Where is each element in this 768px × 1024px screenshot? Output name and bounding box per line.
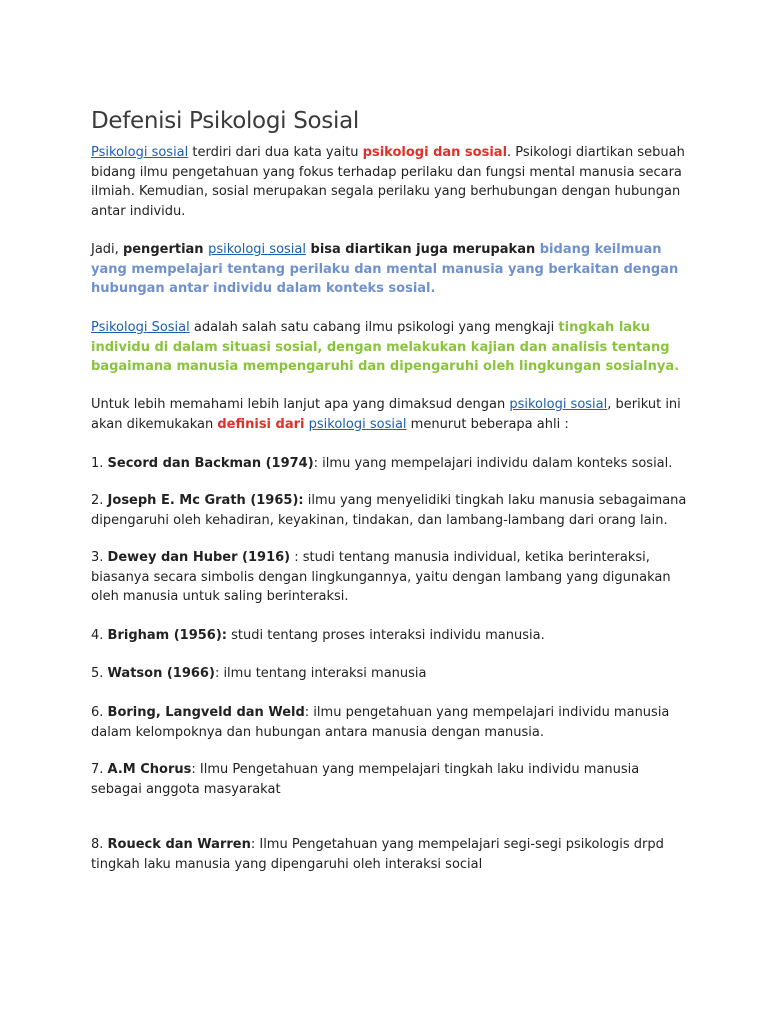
text-span: Jadi,: [91, 242, 123, 257]
list-item: [91, 548, 691, 607]
link-psikologi-sosial[interactable]: psikologi sosial: [509, 397, 608, 412]
item-number: 1.: [91, 456, 108, 471]
item-author: Roueck dan Warren: [107, 837, 251, 852]
highlight-blue: bidang keilmuan yang mempelajari tentang perilaku dan mental manusia yang berkaitan dengan hubungan antar individu dalam konteks sosial.: [91, 242, 679, 297]
item-number: 3.: [91, 550, 108, 565]
item-author: A.M Chorus: [107, 762, 192, 777]
item-number: 8.: [91, 837, 108, 852]
item-author: Watson (1966): [107, 666, 215, 681]
link-psikologi-sosial[interactable]: Psikologi sosial: [91, 145, 189, 160]
paragraph-definisi-intro: [91, 395, 691, 434]
item-text: studi tentang proses interaksi individu manusia.: [227, 628, 545, 643]
text-span: terdiri dari dua kata yaitu: [188, 145, 363, 160]
item-text: : Ilmu Pengetahuan yang mempelajari tingkah laku individu manusia sebagai anggota masyarakat: [91, 762, 640, 797]
list-item: [91, 664, 691, 684]
link-psikologi-sosial[interactable]: psikologi sosial: [208, 242, 306, 257]
item-number: 2.: [91, 493, 108, 508]
text-span: adalah salah satu cabang ilmu psikologi yang mengkaji: [189, 320, 559, 335]
item-number: 7.: [91, 762, 108, 777]
item-author: Secord dan Backman (1974): [107, 456, 314, 471]
list-item: [91, 703, 691, 742]
text-span: , berikut ini akan dikemukakan: [91, 397, 681, 432]
page-title: Defenisi Psikologi Sosial: [91, 108, 359, 135]
link-psikologi-sosial[interactable]: psikologi sosial: [308, 416, 407, 432]
list-item: [91, 491, 691, 530]
bold-text: pengertian: [122, 242, 209, 257]
item-author: Joseph E. Mc Grath (1965):: [107, 493, 304, 508]
paragraph-cabang: [91, 318, 691, 377]
paragraph-pengertian: [91, 240, 691, 299]
list-item: [91, 454, 691, 474]
item-text: : ilmu pengetahuan yang mempelajari individu manusia dalam kelompoknya dan hubungan antara manusia dengan manusia.: [91, 705, 670, 740]
item-text: : studi tentang manusia individual, ketika berinteraksi, biasanya secara simbolis dengan lingkungannya, yaitu dengan lambang yang digunakan oleh manusia untuk saling berinteraksi.: [91, 550, 671, 605]
highlight-red: definisi dari: [217, 416, 305, 432]
item-author: Boring, Langveld dan Weld: [107, 705, 305, 720]
text-span: menurut beberapa ahli :: [406, 416, 569, 432]
text-span: Untuk lebih memahami lebih lanjut apa yang dimaksud dengan: [91, 397, 510, 412]
item-text: : ilmu yang mempelajari individu dalam konteks sosial.: [313, 456, 673, 471]
link-psikologi-sosial[interactable]: Psikologi Sosial: [91, 320, 190, 335]
list-item: [91, 835, 691, 874]
item-author: Dewey dan Huber (1916): [107, 550, 291, 565]
item-number: 4.: [91, 628, 108, 643]
item-number: 6.: [91, 705, 108, 720]
item-text: : Ilmu Pengetahuan yang mempelajari segi-segi psikologis drpd tingkah laku manusia yang dipengaruhi oleh interaksi social: [91, 837, 664, 872]
text-span: . Psikologi diartikan sebuah bidang ilmu pengetahuan yang fokus terhadap perilaku dan fungsi mental manusia secara ilmiah. Kemudian, sosial merupakan segala perilaku yang berhubungan dengan hubungan antar individu.: [91, 145, 685, 219]
highlight-green: tingkah laku individu di dalam situasi sosial, dengan melakukan kajian dan analisis tentang bagaimana manusia mempengaruhi dan dipengaruhi oleh lingkungan sosialnya.: [91, 320, 680, 375]
list-item: [91, 626, 691, 646]
item-text: ilmu yang menyelidiki tingkah laku manusia sebagaimana dipengaruhi oleh kehadiran, keyakinan, tindakan, dan lambang-lambang dari orang lain.: [91, 493, 687, 528]
list-item: [91, 760, 691, 799]
bold-text: bisa diartikan juga merupakan: [305, 242, 540, 257]
highlight-red: psikologi dan sosial: [362, 145, 508, 160]
paragraph-intro: [91, 143, 691, 221]
item-author: Brigham (1956):: [107, 628, 227, 643]
item-number: 5.: [91, 666, 108, 681]
item-text: : ilmu tentang interaksi manusia: [214, 666, 427, 681]
